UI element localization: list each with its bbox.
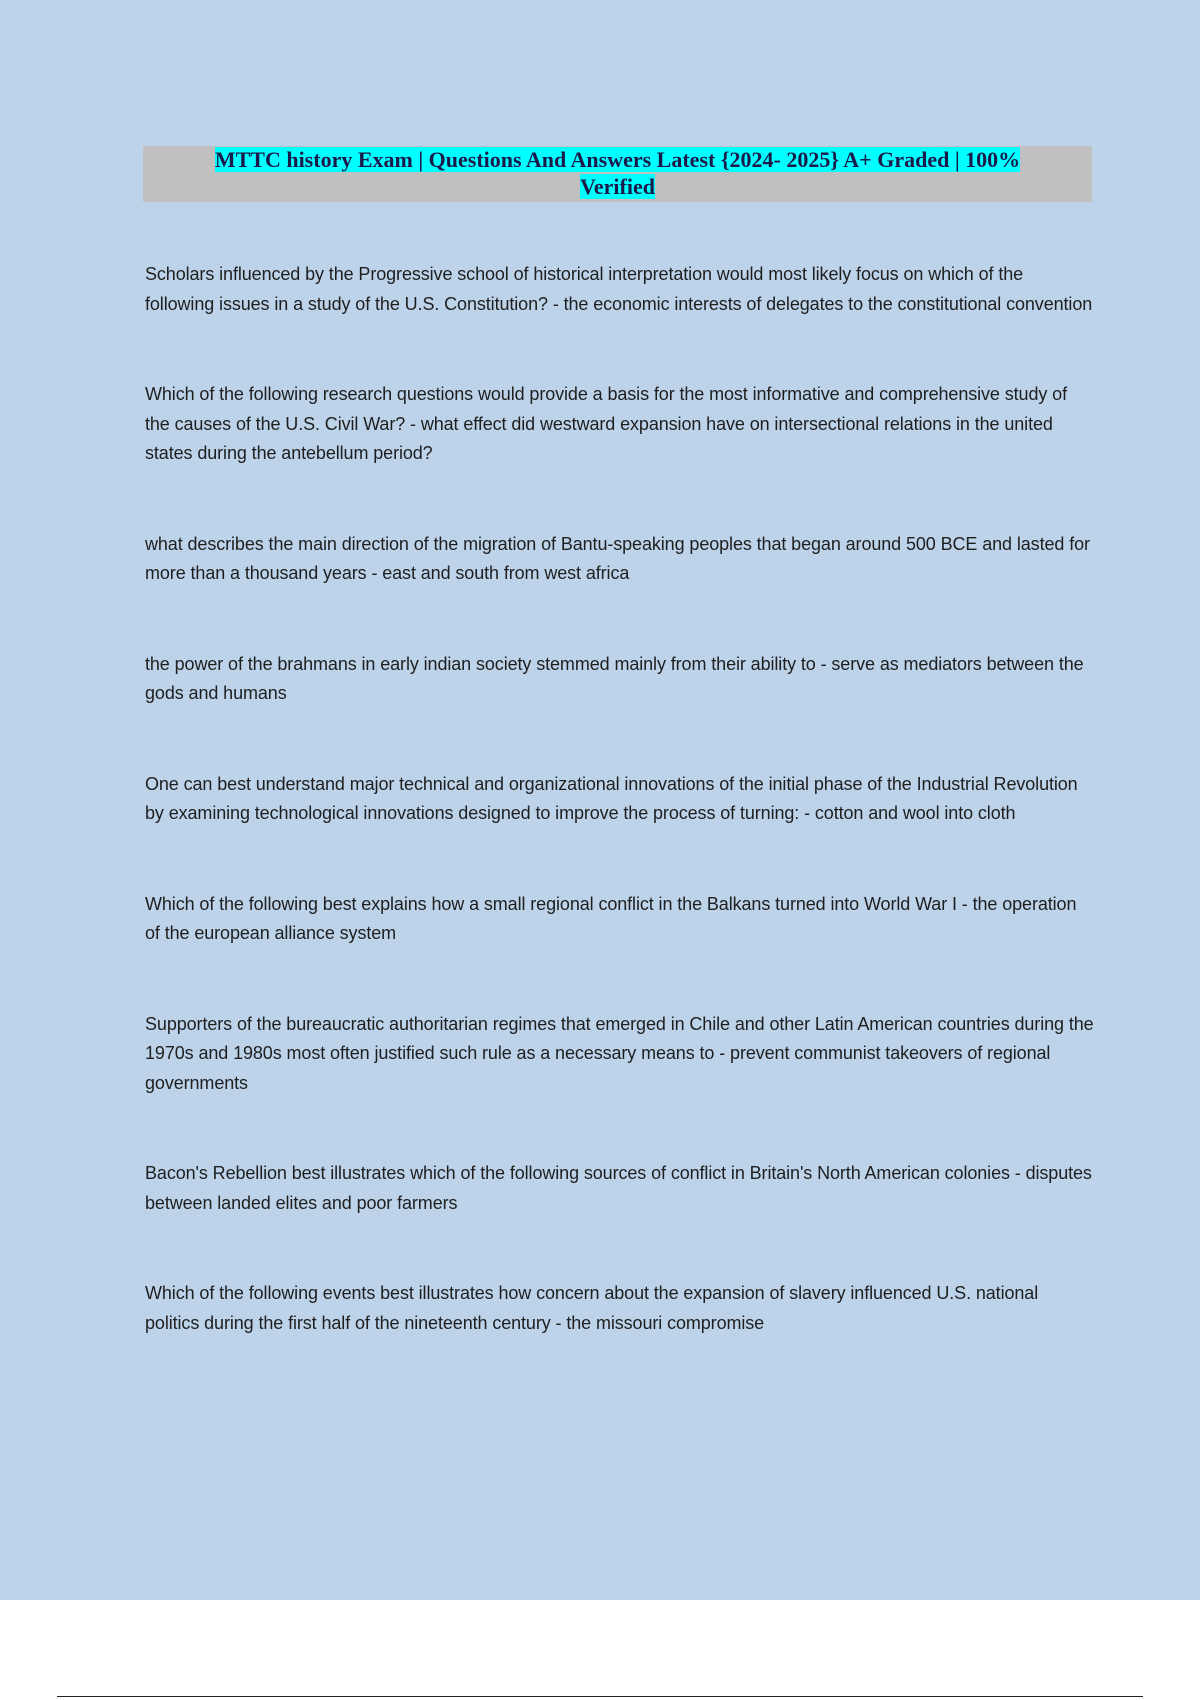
qa-item: the power of the brahmans in early indian society stemmed mainly from their ability to - serve as mediators between the gods and humans [145,653,1084,703]
qa-list [145,260,1095,1338]
qa-item: Which of the following research questions would provide a basis for the most informative and comprehensive study of the causes of the U.S. Civil War? - what effect did westward expansion have on intersectional relations in the united states during the antebellum period? [145,384,1067,463]
title-line-2: Verified [580,174,655,199]
qa-item: what describes the main direction of the migration of Bantu-speaking peoples that began around 500 BCE and lasted for more than a thousand years - east and south from west africa [145,533,1090,583]
qa-item: One can best understand major technical and organizational innovations of the initial phase of the Industrial Revolution by examining technological innovations designed to improve the process of turning: - cotton and wool into cloth [145,773,1078,823]
footer-divider [57,1696,1143,1697]
document-title [143,146,1092,202]
qa-item: Which of the following best explains how a small regional conflict in the Balkans turned into World War I - the operation of the european alliance system [145,893,1077,943]
title-line-1: MTTC history Exam | Questions And Answers Latest {2024- 2025} A+ Graded | 100% [214,147,1021,172]
qa-item: Supporters of the bureaucratic authoritarian regimes that emerged in Chile and other Latin American countries during the 1970s and 1980s most often justified such rule as a necessary means to - prevent communist takeovers of regional governments [145,1013,1094,1093]
qa-item: Scholars influenced by the Progressive school of historical interpretation would most likely focus on which of the following issues in a study of the U.S. Constitution? - the economic interests of delegates to the constitutional convention [145,264,1093,314]
qa-item: Bacon's Rebellion best illustrates which of the following sources of conflict in Britain's North American colonies - disputes between landed elites and poor farmers [145,1163,1092,1213]
qa-item: Which of the following events best illustrates how concern about the expansion of slavery influenced U.S. national politics during the first half of the nineteenth century - the missouri compromise [145,1283,1039,1333]
